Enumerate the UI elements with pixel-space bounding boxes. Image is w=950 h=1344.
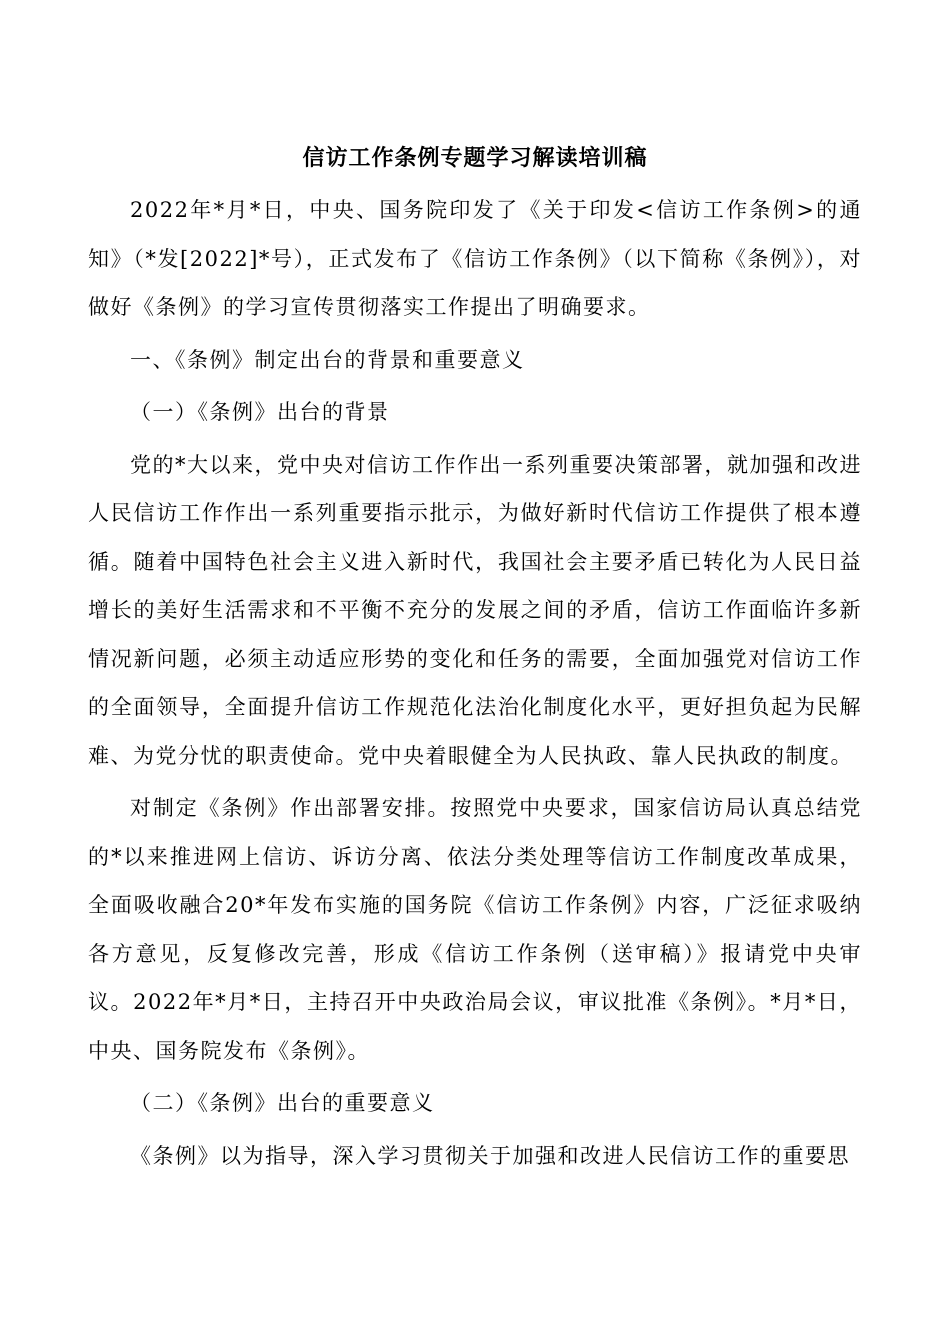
subsection-heading-1: （一）《条例》出台的背景	[130, 400, 390, 424]
body-paragraph-3: 《条例》以为指导，深入学习贯彻关于加强和改进人民信访工作的重要思	[130, 1143, 850, 1168]
body-paragraph-2: 对制定《条例》作出部署安排。按照党中央要求，国家信访局认真总结党的*以来推进网上信访、诉访分离、依法分类处理等信访工作制度改革成果，全面吸收融合20*年发布实施的国务院《信访工作条例》内容，广泛征求吸纳各方意见，反复修改完善，形成《信访工作条例（送审稿）》报请党中央审议。2022年*月*日，主持召开中央政治局会议，审议批准《条例》。*月*日，中央、国务院发布《条例》。	[88, 796, 862, 1063]
document-page	[88, 140, 862, 1184]
subsection-heading-2: （二）《条例》出台的重要意义	[130, 1091, 435, 1115]
intro-paragraph: 2022年*月*日，中央、国务院印发了《关于印发<信访工作条例>的通知》（*发[2022]*号），正式发布了《信访工作条例》（以下简称《条例》），对做好《条例》的学习宣传贯彻落实工作提出了明确要求。	[88, 198, 862, 319]
document-title: 信访工作条例专题学习解读培训稿	[302, 145, 648, 171]
section-heading-1: 一、《条例》制定出台的背景和重要意义	[130, 347, 525, 372]
body-paragraph-1: 党的*大以来，党中央对信访工作作出一系列重要决策部署，就加强和改进人民信访工作作出一系列重要指示批示，为做好新时代信访工作提供了根本遵循。随着中国特色社会主义进入新时代，我国社会主要矛盾已转化为人民日益增长的美好生活需求和不平衡不充分的发展之间的矛盾，信访工作面临许多新情况新问题，必须主动适应形势的变化和任务的需要，全面加强党对信访工作的全面领导，全面提升信访工作规范化法治化制度化水平，更好担负起为民解难、为党分忧的职责使命。党中央着眼健全为人民执政、靠人民执政的制度。	[88, 452, 862, 768]
